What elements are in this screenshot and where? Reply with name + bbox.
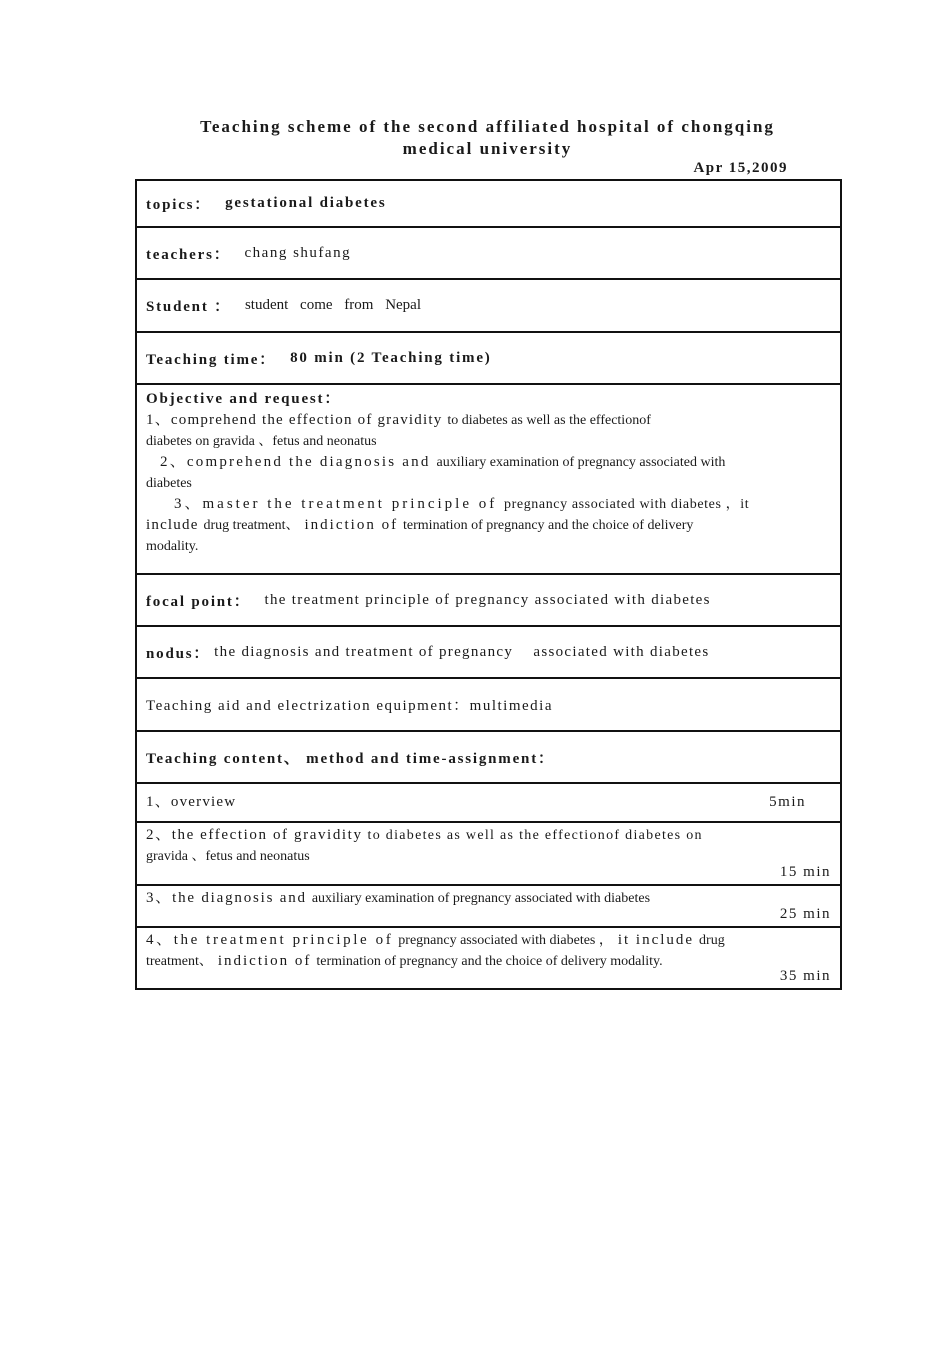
schedule-item-2-text-a: 2、the effection of gravidity: [146, 827, 363, 843]
student-row: [137, 280, 840, 333]
teachers-row: [137, 228, 840, 280]
schedule-item: [137, 784, 840, 823]
objective-label: Objective and request：: [146, 391, 342, 407]
objective-item-1-text-a: 1、comprehend the effection of gravidity: [146, 412, 443, 428]
teaching-time-label: Teaching time：: [146, 351, 277, 368]
objective-item-3-text-c: include: [146, 517, 199, 533]
topics-label: topics：: [146, 197, 212, 213]
objective-item-3-cont: [146, 515, 831, 536]
schedule-item-2-duration: 15 min: [779, 864, 831, 880]
objective-item-1-text-c: diabetes on gravida 、fetus and neonatus: [146, 434, 377, 449]
objective-item-2-text-c: diabetes: [146, 476, 192, 491]
schedule-item-2-line-2: [146, 846, 831, 867]
schedule-item-4-text-a: 4、the treatment principle of: [146, 932, 394, 948]
topics-value: gestational diabetes: [225, 195, 387, 211]
focal-point-label: focal point：: [146, 593, 251, 610]
student-value: student come from Nepal: [244, 297, 422, 313]
objective-item-3-text-a: 3、master the treatment principle of: [174, 496, 498, 512]
title-line-2: medical university: [402, 139, 573, 158]
objective-item-2: [146, 452, 831, 473]
schedule-item-2-text-b: to diabetes as well as the effectionof diabetes on: [367, 828, 703, 843]
schedule-item-1-duration: 5min: [769, 794, 806, 810]
objective-row: [137, 385, 840, 575]
teachers-value: chang shufang: [244, 244, 352, 261]
objective-item-3-text-g: modality.: [146, 539, 199, 554]
focal-point-row: [137, 575, 840, 627]
title-line-1: Teaching scheme of the second affiliated hospital of chongqing: [200, 117, 775, 136]
objective-item-1-text-b: to diabetes as well as the effectionof: [447, 413, 651, 428]
objective-item-2-cont: [146, 473, 831, 494]
objective-item-1: [146, 410, 831, 431]
teaching-content-row: [137, 732, 840, 784]
schedule-item-4-text-g: termination of pregnancy and the choice of delivery modality.: [316, 954, 663, 969]
objective-item-2-text-b: auxiliary examination of pregnancy associated with: [436, 455, 726, 470]
objective-item-3-text-e: indiction of: [304, 517, 399, 533]
schedule-item: [137, 823, 840, 886]
objective-item-3-text-b: pregnancy associated with diabetes ，it: [504, 497, 750, 512]
objective-item-1-cont: [146, 431, 831, 452]
schedule-item-2-text-c: gravida 、fetus and neonatus: [146, 849, 310, 864]
teaching-aid-row: [137, 679, 840, 732]
schedule-item-1-text: 1、overview: [146, 794, 237, 810]
nodus-label: nodus：: [146, 645, 211, 662]
schedule-item-4-text-d: drug: [699, 933, 725, 948]
schedule-item-4-text-b: pregnancy associated with diabetes ，: [398, 933, 613, 948]
teaching-time-row: [137, 333, 840, 385]
schedule-item-4-text-f: indiction of: [217, 953, 312, 969]
schedule-item-4-duration: 35 min: [779, 968, 831, 984]
schedule-item-2-line-1: [146, 825, 831, 846]
document-title: [135, 116, 840, 160]
schedule-item-3-text-a: 3、the diagnosis and: [146, 890, 307, 906]
teachers-label: teachers：: [146, 246, 231, 263]
nodus-row: [137, 627, 840, 679]
teaching-aid-text: Teaching aid and electrization equipment：multimedia: [146, 698, 553, 714]
objective-item-2-text-a: 2、comprehend the diagnosis and: [160, 454, 431, 470]
schedule-item-3-text-b: auxiliary examination of pregnancy associated with diabetes: [311, 891, 651, 906]
nodus-value: the diagnosis and treatment of pregnancy associated with diabetes: [214, 643, 710, 660]
teaching-content-label: Teaching content、 method and time-assignment：: [146, 750, 555, 767]
teaching-scheme-table: [135, 179, 842, 990]
objective-item-3: [146, 494, 831, 515]
schedule-item: [137, 928, 840, 990]
schedule-item: [137, 886, 840, 928]
schedule-item-4-line-2: [146, 951, 831, 972]
topics-row: [137, 181, 840, 228]
schedule-item-3-duration: 25 min: [779, 906, 831, 922]
teaching-time-value: 80 min (2 Teaching time): [290, 349, 492, 366]
schedule-item-4-text-e: treatment、: [146, 954, 213, 969]
document-date: Apr 15,2009: [693, 160, 788, 176]
objective-item-3-text-f: termination of pregnancy and the choice of delivery: [403, 518, 694, 533]
student-label: Student ：: [146, 299, 231, 315]
schedule-item-3-line-1: [146, 888, 831, 909]
schedule-item-4-line-1: [146, 930, 831, 951]
schedule-item-4-text-c: it include: [617, 932, 695, 948]
objective-item-3-end: [146, 536, 831, 557]
focal-point-value: the treatment principle of pregnancy associated with diabetes: [264, 591, 711, 608]
objective-item-3-text-d: drug treatment、: [203, 518, 300, 533]
